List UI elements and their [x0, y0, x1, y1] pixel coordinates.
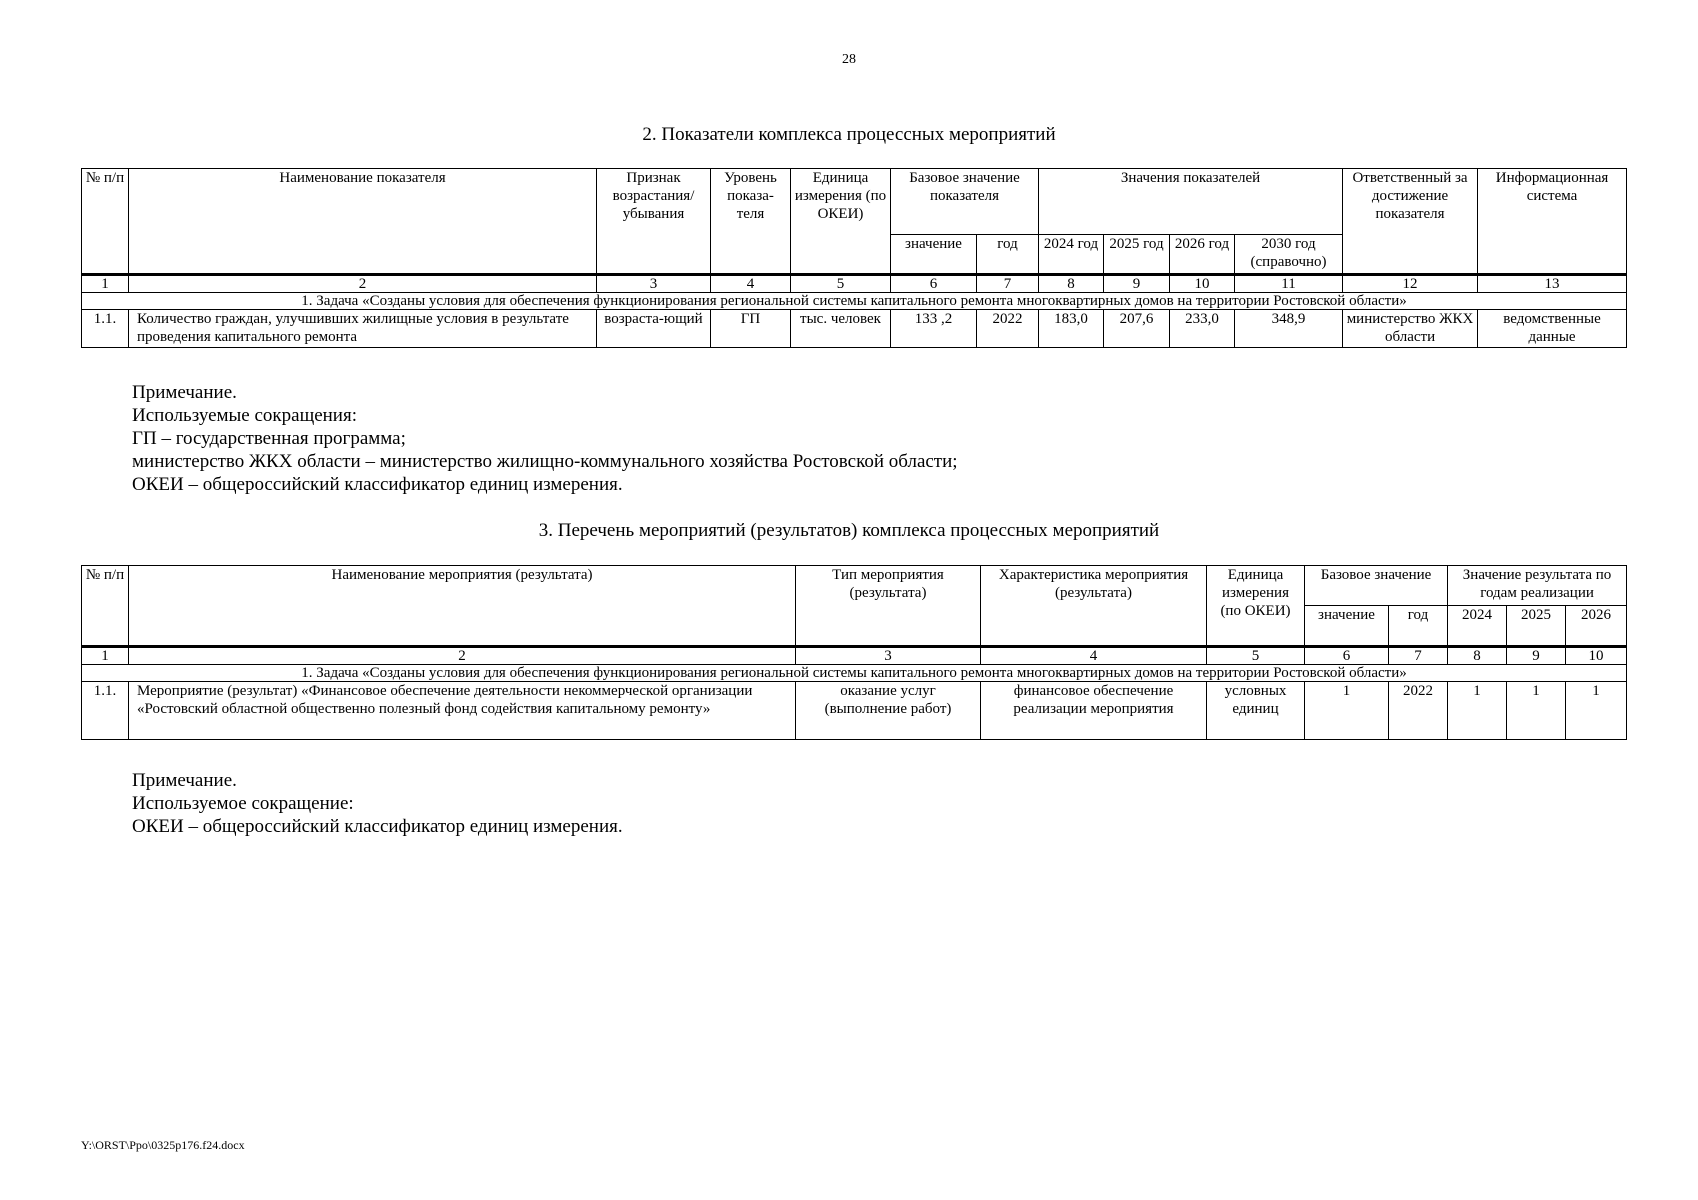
column-number: 3 [796, 647, 981, 665]
row-no: 1.1. [82, 682, 129, 740]
column-number: 10 [1170, 275, 1235, 293]
row-unit: условных единиц [1207, 682, 1305, 740]
column-number: 5 [1207, 647, 1305, 665]
header-base: Базовое значение показателя [891, 169, 1039, 235]
header-result: Значение результата по годам реализации [1448, 566, 1627, 606]
note-line: Примечание. [132, 382, 237, 403]
row-base-year: 2022 [1389, 682, 1448, 740]
note-line: министерство ЖКХ области – министерство жилищно-коммунального хозяйства Ростовской области; [132, 451, 958, 472]
row-value-2026: 233,0 [1170, 310, 1235, 348]
column-number: 8 [1039, 275, 1104, 293]
column-number: 8 [1448, 647, 1507, 665]
row-indicator-name: Количество граждан, улучшивших жилищные условия в результате проведения капитального ремонта [129, 310, 597, 348]
header-2026: 2026 [1566, 606, 1627, 647]
row-unit: тыс. человек [791, 310, 891, 348]
column-number: 4 [981, 647, 1207, 665]
task-row: 1. Задача «Созданы условия для обеспечения функционирования региональной системы капитального ремонта многоквартирных домов на территории Ростовской области» [82, 293, 1627, 310]
task-row: 1. Задача «Созданы условия для обеспечения функционирования региональной системы капитального ремонта многоквартирных домов на территории Ростовской области» [82, 665, 1627, 682]
note-line: ОКЕИ – общероссийский классификатор единиц измерения. [132, 816, 623, 837]
header-2024: 2024 год [1039, 235, 1104, 275]
row-system: ведомственные данные [1478, 310, 1627, 348]
header-characteristic: Характеристика мероприятия (результата) [981, 566, 1207, 647]
header-responsible: Ответственный за достижение показателя [1343, 169, 1478, 275]
table-row [82, 310, 1627, 348]
header-base-value: значение [1305, 606, 1389, 647]
header-values: Значения показателей [1039, 169, 1343, 235]
row-base-year: 2022 [977, 310, 1039, 348]
column-number: 6 [1305, 647, 1389, 665]
column-number: 1 [82, 647, 129, 665]
table3-title: 3. Перечень мероприятий (результатов) комплекса процессных мероприятий [538, 520, 1160, 541]
header-unit: Единица измерения (по ОКЕИ) [791, 169, 891, 275]
column-number: 9 [1104, 275, 1170, 293]
row-value-2024: 183,0 [1039, 310, 1104, 348]
activities-table [81, 565, 1627, 740]
column-number: 3 [597, 275, 711, 293]
row-base-value: 133 ,2 [891, 310, 977, 348]
table2-title: 2. Показатели комплекса процессных мероприятий [642, 124, 1056, 145]
note-line: Используемые сокращения: [132, 405, 357, 426]
column-number: 12 [1343, 275, 1478, 293]
column-number: 4 [711, 275, 791, 293]
table-row [82, 682, 1627, 740]
column-number: 2 [129, 647, 796, 665]
column-numbers-row [82, 647, 1627, 665]
row-no: 1.1. [82, 310, 129, 348]
note-line: ГП – государственная программа; [132, 428, 406, 449]
row-value-2030: 348,9 [1235, 310, 1343, 348]
note-line: Используемое сокращение: [132, 793, 354, 814]
header-indicator-name: Наименование показателя [129, 169, 597, 275]
row-value-2025: 1 [1507, 682, 1566, 740]
column-number: 7 [977, 275, 1039, 293]
note-line: Примечание. [132, 770, 237, 791]
column-number: 7 [1389, 647, 1448, 665]
header-base-year: год [977, 235, 1039, 275]
row-trend: возраста-ющий [597, 310, 711, 348]
row-value-2026: 1 [1566, 682, 1627, 740]
column-number: 13 [1478, 275, 1627, 293]
row-activity-name: Мероприятие (результат) «Финансовое обеспечение деятельности некоммерческой организации «Ростовский областной общественно полезный фонд содействия капитальному ремонту» [129, 682, 796, 740]
row-type: оказание услуг (выполнение работ) [796, 682, 981, 740]
row-characteristic: финансовое обеспечение реализации мероприятия [981, 682, 1207, 740]
header-2024: 2024 [1448, 606, 1507, 647]
row-value-2025: 207,6 [1104, 310, 1170, 348]
column-number: 1 [82, 275, 129, 293]
row-value-2024: 1 [1448, 682, 1507, 740]
header-system: Информационная система [1478, 169, 1627, 275]
row-level: ГП [711, 310, 791, 348]
header-level: Уровень показа-теля [711, 169, 791, 275]
note-line: ОКЕИ – общероссийский классификатор единиц измерения. [132, 474, 623, 495]
header-base-year: год [1389, 606, 1448, 647]
header-2026: 2026 год [1170, 235, 1235, 275]
column-number: 6 [891, 275, 977, 293]
column-number: 9 [1507, 647, 1566, 665]
column-number: 10 [1566, 647, 1627, 665]
header-base: Базовое значение [1305, 566, 1448, 606]
row-responsible: министерство ЖКХ области [1343, 310, 1478, 348]
table3-notes [132, 769, 623, 838]
header-type: Тип мероприятия (результата) [796, 566, 981, 647]
header-trend: Признак возрастания/ убывания [597, 169, 711, 275]
header-activity-name: Наименование мероприятия (результата) [129, 566, 796, 647]
column-number: 11 [1235, 275, 1343, 293]
indicators-table [81, 168, 1627, 348]
header-2025: 2025 год [1104, 235, 1170, 275]
header-base-value: значение [891, 235, 977, 275]
column-numbers-row [82, 275, 1627, 293]
header-no: № п/п [82, 169, 129, 275]
page-number: 28 [842, 52, 856, 67]
row-base-value: 1 [1305, 682, 1389, 740]
header-no: № п/п [82, 566, 129, 647]
header-2030: 2030 год (справочно) [1235, 235, 1343, 275]
header-unit: Единица измерения (по ОКЕИ) [1207, 566, 1305, 647]
table2-notes [132, 381, 958, 496]
column-number: 5 [791, 275, 891, 293]
header-2025: 2025 [1507, 606, 1566, 647]
footer-file-path: Y:\ORST\Ppo\0325p176.f24.docx [81, 1138, 245, 1152]
column-number: 2 [129, 275, 597, 293]
